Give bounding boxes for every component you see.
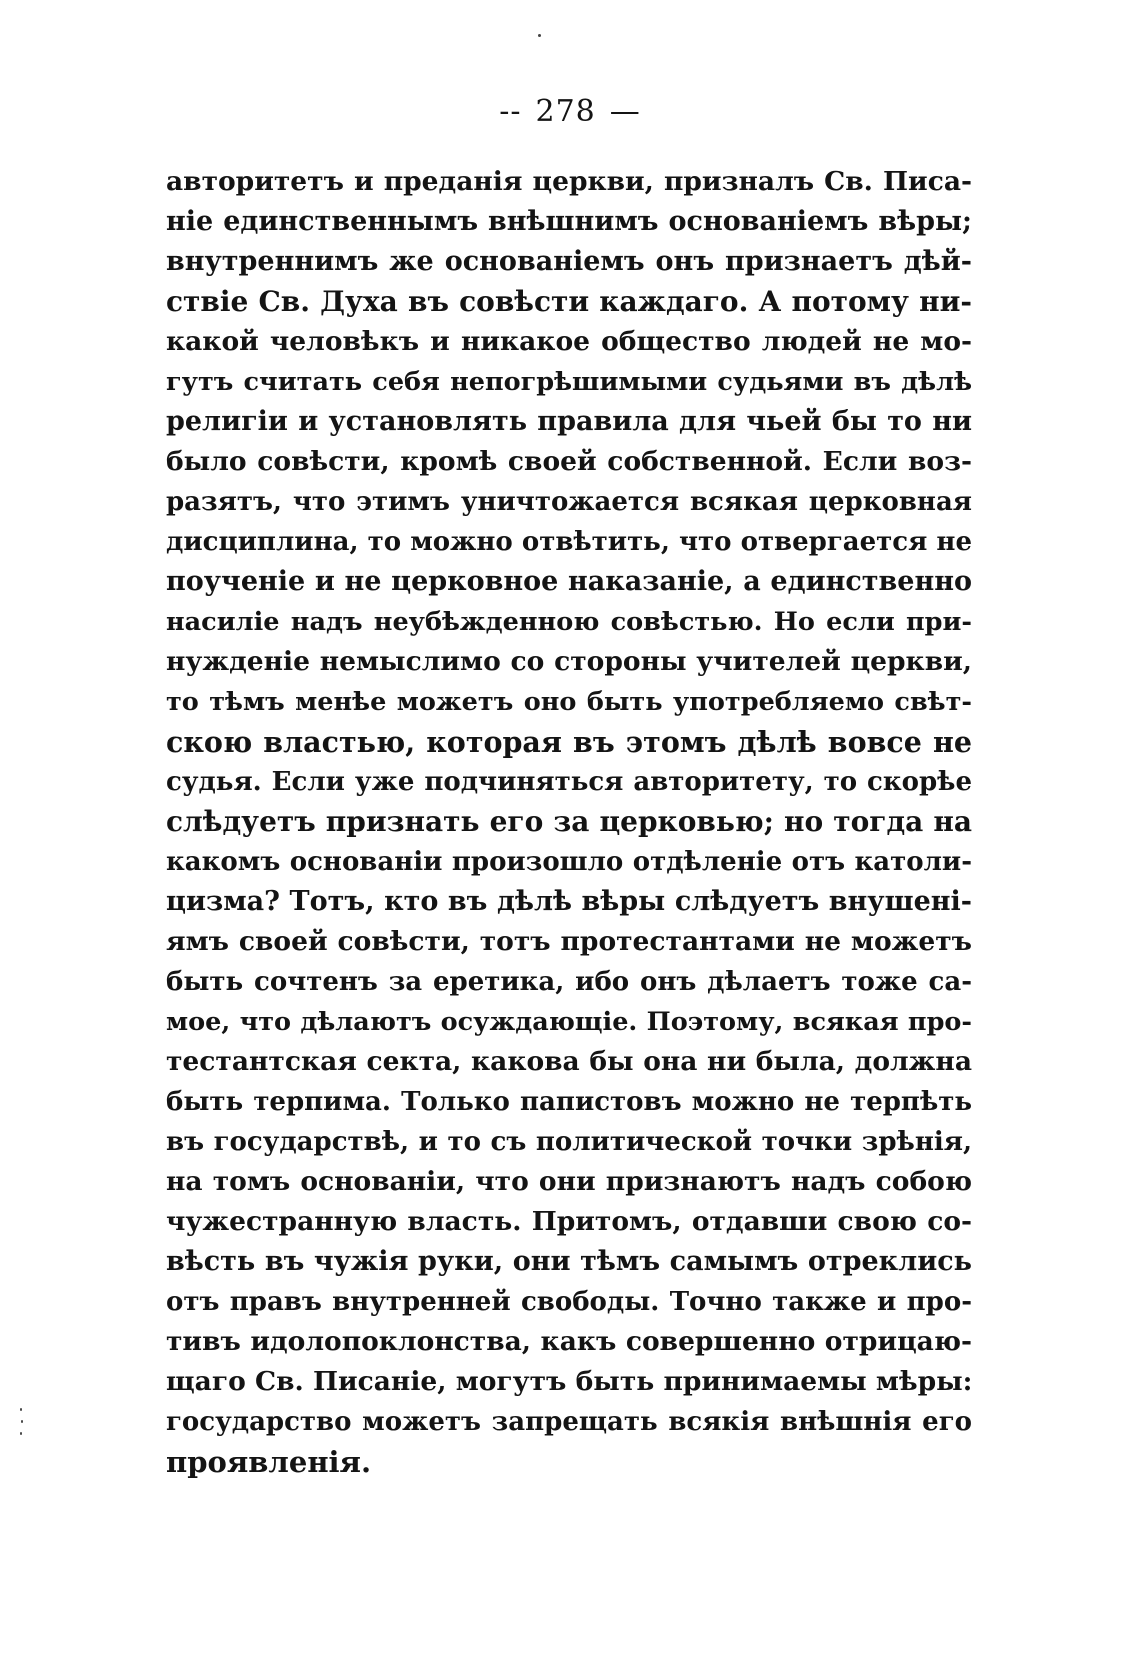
text-line: мое, что дѣлаютъ осуждающіе. Поэтому, всякая про- <box>166 1007 972 1037</box>
text-line: было совѣсти, кромѣ своей собственной. Если воз- <box>166 446 972 477</box>
text-line: въ государствѣ, и то съ политической точки зрѣнія, <box>166 1127 972 1157</box>
text-line: государство можетъ запрещать всякія внѣшнія его <box>166 1407 972 1437</box>
page-number: 278 <box>535 94 596 129</box>
text-line: ніе единственнымъ внѣшнимъ основаніемъ вѣры; <box>166 206 972 237</box>
text-line: внутреннимъ же основаніемъ онъ признаетъ дѣй- <box>166 246 972 277</box>
print-speck <box>20 1432 22 1435</box>
print-speck <box>20 1408 22 1411</box>
text-line: скою властью, которая въ этомъ дѣлѣ вовсе не <box>166 725 972 759</box>
text-line: судья. Если уже подчиняться авторитету, то скорѣе <box>166 767 972 797</box>
text-line: насиліе надъ неубѣжденною совѣстью. Но если при- <box>166 607 972 637</box>
text-line: дисциплина, то можно отвѣтить, что отвергается не <box>166 527 972 557</box>
text-line: какой человѣкъ и никакое общество людей не мо- <box>166 326 972 357</box>
text-line: нужденіе немыслимо со стороны учителей церкви, <box>166 646 972 677</box>
text-line: на томъ основаніи, что они признаютъ надъ собою <box>166 1166 972 1197</box>
text-line-last: проявленія. <box>166 1445 372 1479</box>
body-text <box>166 162 972 1482</box>
text-line: гутъ считать себя непогрѣшимыми судьями въ дѣлѣ <box>166 367 972 397</box>
page-number-dash-left: -- <box>499 94 522 129</box>
text-line: разятъ, что этимъ уничтожается всякая церковная <box>166 487 972 517</box>
text-line: то тѣмъ менѣе можетъ оно быть употребляемо свѣт- <box>166 687 972 717</box>
print-speck <box>538 34 541 37</box>
page-number-dash-right: — <box>609 94 641 129</box>
page-number-header <box>0 92 1140 132</box>
text-line: ямъ своей совѣсти, тотъ протестантами не можетъ <box>166 926 972 957</box>
text-line: тивъ идолопоклонства, какъ совершенно отрицаю- <box>166 1326 972 1357</box>
text-line: авторитетъ и преданія церкви, призналъ Св. Писа- <box>166 166 972 197</box>
text-line: слѣдуетъ признать его за церковью; но тогда на <box>166 805 972 838</box>
text-line: вѣсть въ чужія руки, они тѣмъ самымъ отреклись <box>166 1246 972 1277</box>
text-line: ствіе Св. Духа въ совѣсти каждаго. А потому ни- <box>166 285 972 318</box>
text-line: какомъ основаніи произошло отдѣленіе отъ католи- <box>166 847 972 877</box>
text-line: быть терпима. Только папистовъ можно не терпѣть <box>166 1087 972 1117</box>
text-line: щаго Св. Писаніе, могутъ быть принимаемы мѣры: <box>166 1366 973 1397</box>
print-speck <box>21 1420 23 1423</box>
text-line: поученіе и не церковное наказаніе, а единственно <box>166 566 972 597</box>
text-line: быть сочтенъ за еретика, ибо онъ дѣлаетъ тоже са- <box>166 967 972 997</box>
text-line: религіи и установлять правила для чьей бы то ни <box>166 406 972 437</box>
text-line: тестантская секта, какова бы она ни была, должна <box>166 1046 972 1077</box>
text-line: цизма? Тотъ, кто въ дѣлѣ вѣры слѣдуетъ внушені- <box>166 886 972 917</box>
text-line: чужестранную власть. Притомъ, отдавши свою со- <box>166 1206 972 1237</box>
text-line: отъ правъ внутренней свободы. Точно также и про- <box>166 1287 972 1317</box>
